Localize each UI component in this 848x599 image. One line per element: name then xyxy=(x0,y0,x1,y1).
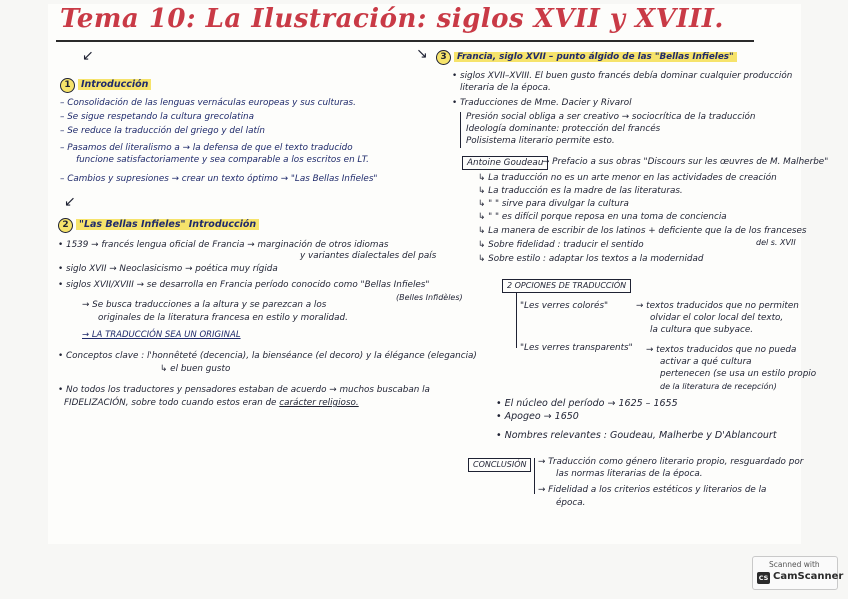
option-colores-desc: → textos traducidos que no permiten xyxy=(636,301,799,311)
section-number-badge: 2 xyxy=(58,218,73,233)
conclusion-line: → Fidelidad a los criterios estéticos y literarios de la xyxy=(538,485,767,495)
s2-bullet: • No todos los traductores y pensadores estaban de acuerdo → muchos buscaban la xyxy=(58,385,430,395)
s3-bullet-cont: literaria de la época. xyxy=(460,83,551,93)
s2-bullet-cont xyxy=(64,398,359,409)
arrow-down-icon: ↙ xyxy=(82,48,94,64)
option-transparentes-desc: activar a qué cultura xyxy=(660,357,752,367)
goudeau-point: ↳ " " sirve para divulgar la cultura xyxy=(478,199,629,209)
s2-note: (Belles Infidèles) xyxy=(396,293,463,302)
section-3-title: Francia, siglo XVII – punto álgido de las "Bellas Infieles" xyxy=(454,52,737,62)
goudeau-point: ↳ Sobre estilo : adaptar los textos a la modernidad xyxy=(478,254,704,264)
conclusion-line: las normas literarias de la época. xyxy=(556,469,703,479)
s3-apogeo: • Apogeo → 1650 xyxy=(496,411,579,422)
conclusion-line: época. xyxy=(556,498,586,508)
goudeau-point: ↳ La manera de escribir de los latinos + deficiente que la de los franceses xyxy=(478,226,807,236)
goudeau-point: ↳ La traducción es la madre de las literaturas. xyxy=(478,186,683,196)
conclusion-line: → Traducción como género literario propio, resguardado por xyxy=(538,457,804,467)
s2-bullet-cont: y variantes dialectales del país xyxy=(300,251,437,261)
s2-emphasis: → LA TRADUCCIÓN SEA UN ORIGINAL xyxy=(82,330,241,340)
s2-sub: → Se busca traducciones a la altura y se parezcan a los xyxy=(82,300,327,310)
stamp-scanned-text: Scanned with xyxy=(769,560,820,569)
goudeau-point-cont: del s. XVII xyxy=(756,238,796,247)
bracket-line xyxy=(460,112,461,148)
s2-last-text: FIDELIZACIÓN, sobre todo cuando estos eran de xyxy=(64,398,280,408)
s2-bullet-cont: ↳ el buen gusto xyxy=(160,364,231,374)
section-2-heading xyxy=(58,218,259,233)
section-number-badge: 3 xyxy=(436,50,451,65)
option-transparentes-desc: → textos traducidos que no pueda xyxy=(646,345,797,355)
option-transparentes-desc: pertenecen (se usa un estilo propio xyxy=(660,369,817,379)
arrow-right-icon: ↘ xyxy=(416,46,428,62)
option-colores-desc: la cultura que subyace. xyxy=(650,325,754,335)
s3-nombres: • Nombres relevantes : Goudeau, Malherbe y D'Ablancourt xyxy=(496,430,777,441)
s2-bullet: • Conceptos clave : l'honnêteté (decencia), la bienséance (el decoro) y la élégance (elegancia) xyxy=(58,351,477,361)
s3-sub: Polisistema literario permite esto. xyxy=(466,136,615,146)
section-3-heading xyxy=(436,50,737,65)
goudeau-point: ↳ Sobre fidelidad : traducir el sentido xyxy=(478,240,644,250)
opciones-box: 2 OPCIONES DE TRADUCCIÓN xyxy=(502,279,631,293)
camscanner-stamp xyxy=(752,556,844,590)
s3-nucleo: • El núcleo del período → 1625 – 1655 xyxy=(496,398,678,409)
section-2-title: "Las Bellas Infieles" Introducción xyxy=(76,219,259,230)
section-1-heading xyxy=(60,78,151,93)
section-1-title: Introducción xyxy=(78,79,151,90)
option-transparentes: "Les verres transparents" xyxy=(520,343,633,353)
s3-bullet: • siglos XVII–XVIII. El buen gusto francés debía dominar cualquier producción xyxy=(452,71,793,81)
arrow-down-icon: ↙ xyxy=(64,194,76,210)
s1-line: – Cambios y supresiones → crear un texto óptimo → "Las Bellas Infieles" xyxy=(60,174,378,184)
s1-line: funcione satisfactoriamente y sea comparable a los escritos en LT. xyxy=(76,155,369,165)
camscanner-logo-icon: CS xyxy=(758,574,769,582)
goudeau-point: ↳ " " es difícil porque reposa en una toma de conciencia xyxy=(478,212,727,222)
s1-line: – Pasamos del literalismo a → la defensa de que el texto traducido xyxy=(60,143,353,153)
s1-line: – Se sigue respetando la cultura grecolatina xyxy=(60,112,255,122)
option-colores-desc: olvidar el color local del texto, xyxy=(650,313,784,323)
goudeau-box: Antoine Goudeau xyxy=(462,156,548,170)
option-colores: "Les verres colorés" xyxy=(520,301,609,311)
page-title: Tema 10: La Ilustración: siglos XVII y XVIII. xyxy=(60,4,724,34)
s1-line: – Se reduce la traducción del griego y del latín xyxy=(60,126,265,136)
stamp-brand: CamScanner xyxy=(773,571,844,582)
bracket-line xyxy=(534,458,535,494)
s2-bullet: • 1539 → francés lengua oficial de Francia → marginación de otros idiomas xyxy=(58,240,389,250)
bracket-line xyxy=(516,292,517,348)
s2-bullet: • siglo XVII → Neoclasicismo → poética muy rígida xyxy=(58,264,278,274)
s2-bullet: • siglos XVII/XVIII → se desarrolla en Francia período conocido como "Bellas Infieles" xyxy=(58,280,430,290)
conclusion-box: CONCLUSIÓN xyxy=(468,458,531,472)
title-underline xyxy=(56,40,754,42)
s2-sub: originales de la literatura francesa en estilo y moralidad. xyxy=(98,313,348,323)
s1-line: – Consolidación de las lenguas vernáculas europeas y sus culturas. xyxy=(60,98,356,108)
option-transparentes-desc: de la literatura de recepción) xyxy=(660,382,777,391)
goudeau-line: → Prefacio a sus obras "Discours sur les œuvres de M. Malherbe" xyxy=(542,157,829,167)
s2-last-underlined: carácter religioso. xyxy=(279,398,359,408)
section-number-badge: 1 xyxy=(60,78,75,93)
goudeau-point: ↳ La traducción no es un arte menor en las actividades de creación xyxy=(478,173,777,183)
s3-bullet: • Traducciones de Mme. Dacier y Rivarol xyxy=(452,98,632,108)
s3-sub: Ideología dominante: protección del francés xyxy=(466,124,661,134)
s3-sub: Presión social obliga a ser creativo → sociocrítica de la traducción xyxy=(466,112,756,122)
